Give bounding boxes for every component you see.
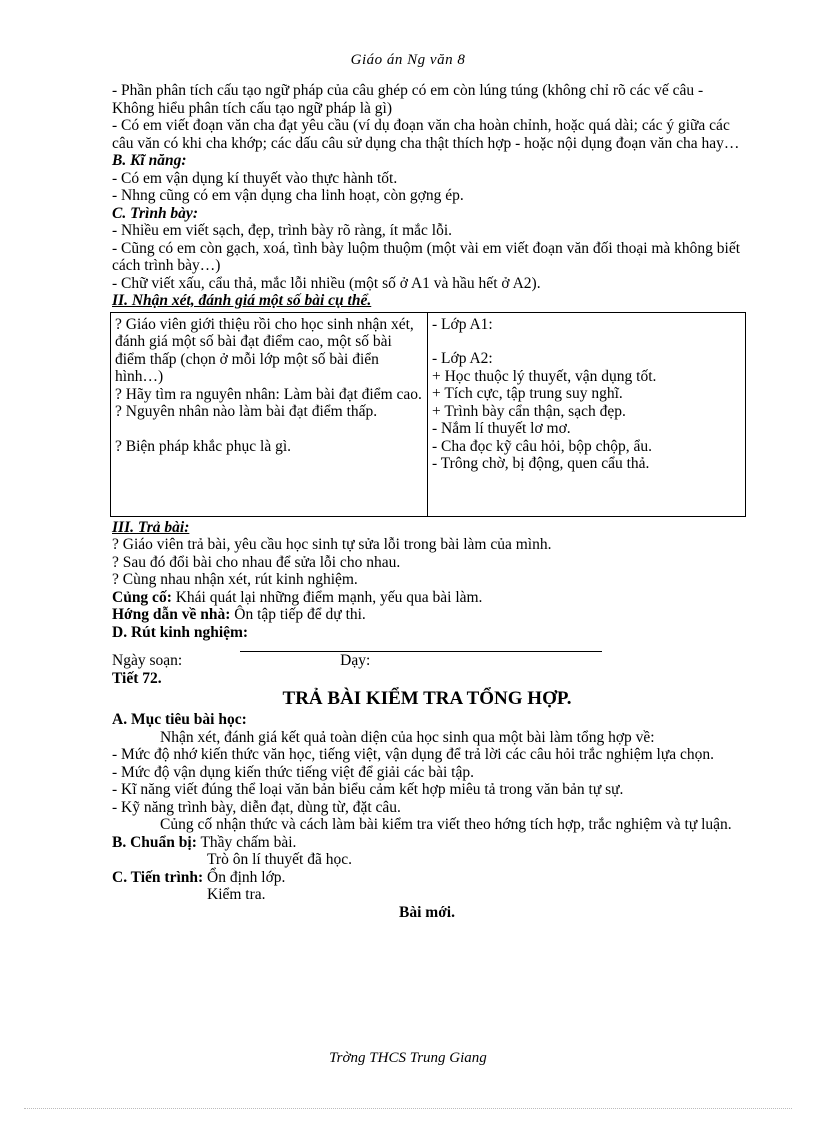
date-line [112,652,742,670]
table-line: ? Hãy tìm ra nguyên nhân: Làm bài đạt điểm cao. [115,385,422,403]
process-line [112,869,742,887]
section-heading-review: II. Nhận xét, đánh giá một số bài cụ thể. [112,292,372,309]
paragraph: - Nhng cũng có em vận dụng cha linh hoạt, còn gợng ép. [112,187,464,204]
date-prepared: Ngày soạn: [112,652,183,669]
table-line: ? Nguyên nhân nào làm bài đạt điểm thấp. [115,403,378,420]
paragraph: ? Sau đó đổi bài cho nhau để sửa lỗi cho nhau. [112,553,401,571]
preparation-student: Trò ôn lí thuyết đã học. [207,851,352,868]
paragraph: ? Giáo viên trả bài, yêu cầu học sinh tự sửa lỗi trong bài làm của mình. [112,536,552,553]
consolidate-text: Khái quát lại những điểm mạnh, yếu qua bài làm. [171,588,483,606]
objective-item: - Mức độ nhớ kiến thức văn học, tiếng việt, vận dụng để trả lời các câu hỏi trắc nghiệm lựa chọn. [112,746,714,763]
page-footer: Trờng THCS Trung Giang [329,1050,487,1066]
table-line: + Tích cực, tập trung suy nghĩ. [432,385,623,402]
table-line: + Trình bày cẩn thận, sạch đẹp. [432,402,626,420]
period-label: Tiết 72. [112,669,162,687]
section-heading-presentation: C. Trình bày: [112,204,198,222]
preparation-line [112,834,742,852]
new-lesson-label: Bài mới. [399,903,455,921]
objectives-closing: Củng cố nhận thức và cách làm bài kiểm tra viết theo hớng tích hợp, trắc nghiệm và tự luận. [160,816,732,833]
process-text: Ổn định lớp. [203,868,286,886]
homework-label: Hớng dẫn về nhà: [112,606,231,623]
paragraph: - Cũng có em còn gạch, xoá, tình bày luộm thuộm (một vài em viết đoạn văn đối thoại mà không biết cách trình bày…) [112,239,741,274]
table-line: - Nắm lí thuyết lơ mơ. [432,420,571,437]
table-line: ? Biện pháp khắc phục là gì. [115,437,292,455]
table-line: - Lớp A2: [432,350,493,367]
objectives-heading: A. Mục tiêu bài học: [112,711,247,728]
table-cell-teacher-questions [111,312,428,516]
table-line: - Lớp A1: [432,315,493,333]
paragraph: - Có em vận dụng kí thuyết vào thực hành tốt. [112,169,398,187]
homework-line [112,606,742,624]
date-taught: Dạy: [340,652,371,669]
preparation-label: B. Chuẩn bị: [112,833,197,851]
homework-text: Ôn tập tiếp để dự thi. [230,606,366,623]
consolidate-line [112,589,742,607]
table-line: ? Giáo viên giới thiệu rồi cho học sinh nhận xét, đánh giá một số bài đạt điểm cao, một số bài điểm thấp (chọn ở mỗi lớp một số bài điển hình…) [115,315,414,385]
section-heading-return: III. Trả bài: [112,518,190,536]
page-header: Giáo án Ng văn 8 [350,52,466,68]
process-check: Kiểm tra. [207,886,266,903]
table-line: + Học thuộc lý thuyết, vận dụng tốt. [432,367,657,385]
preparation-teacher: Thầy chấm bài. [196,833,297,851]
lesson-title: TRẢ BÀI KIỂM TRA TỔNG HỢP. [282,688,572,709]
paragraph: - Nhiều em viết sạch, đẹp, trình bày rõ ràng, ít mắc lỗi. [112,222,453,239]
document-body [112,82,742,921]
objective-item: - Kỹ năng trình bày, diễn đạt, dùng từ, đặt câu. [112,798,401,816]
table-cell-class-notes [428,312,746,516]
section-heading-skills: B. Kĩ năng: [112,152,187,169]
page-bottom-divider [24,1108,792,1109]
paragraph: ? Cùng nhau nhận xét, rút kinh nghiệm. [112,571,358,588]
paragraph: - Chữ viết xấu, cẩu thả, mắc lỗi nhiều (một số ở A1 và hầu hết ở A2). [112,274,541,292]
paragraph: - Phần phân tích cấu tạo ngữ pháp của câu ghép có em còn lúng túng (không chỉ rõ các vế câu - Không hiểu phân tích cấu tạo ngữ pháp là gì) [112,82,704,117]
experience-heading: D. Rút kinh nghiệm: [112,623,249,641]
consolidate-label: Củng cố: [112,588,172,606]
review-table [110,312,746,517]
process-label: C. Tiến trình: [112,868,204,886]
objective-item: - Mức độ vận dụng kiến thức tiếng việt để giải các bài tập. [112,763,474,781]
objectives-intro: Nhận xét, đánh giá kết quả toàn diện của học sinh qua một bài làm tổng hợp về: [160,728,655,746]
paragraph: - Có em viết đoạn văn cha đạt yêu cầu (ví dụ đoạn văn cha hoàn chỉnh, hoặc quá dài; các ý giữa các câu văn có khi cha khớp; các dấu câu sử dụng cha thật thích hợp - hoặc nội dụng đoạn văn cha hay… [112,117,740,152]
table-line: - Trông chờ, bị động, quen cẩu thả. [432,455,650,472]
objective-item: - Kĩ năng viết đúng thể loại văn bản biểu cảm kết hợp miêu tả trong văn bản tự sự. [112,781,624,798]
table-line: - Cha đọc kỹ câu hỏi, bộp chộp, ẩu. [432,437,652,455]
